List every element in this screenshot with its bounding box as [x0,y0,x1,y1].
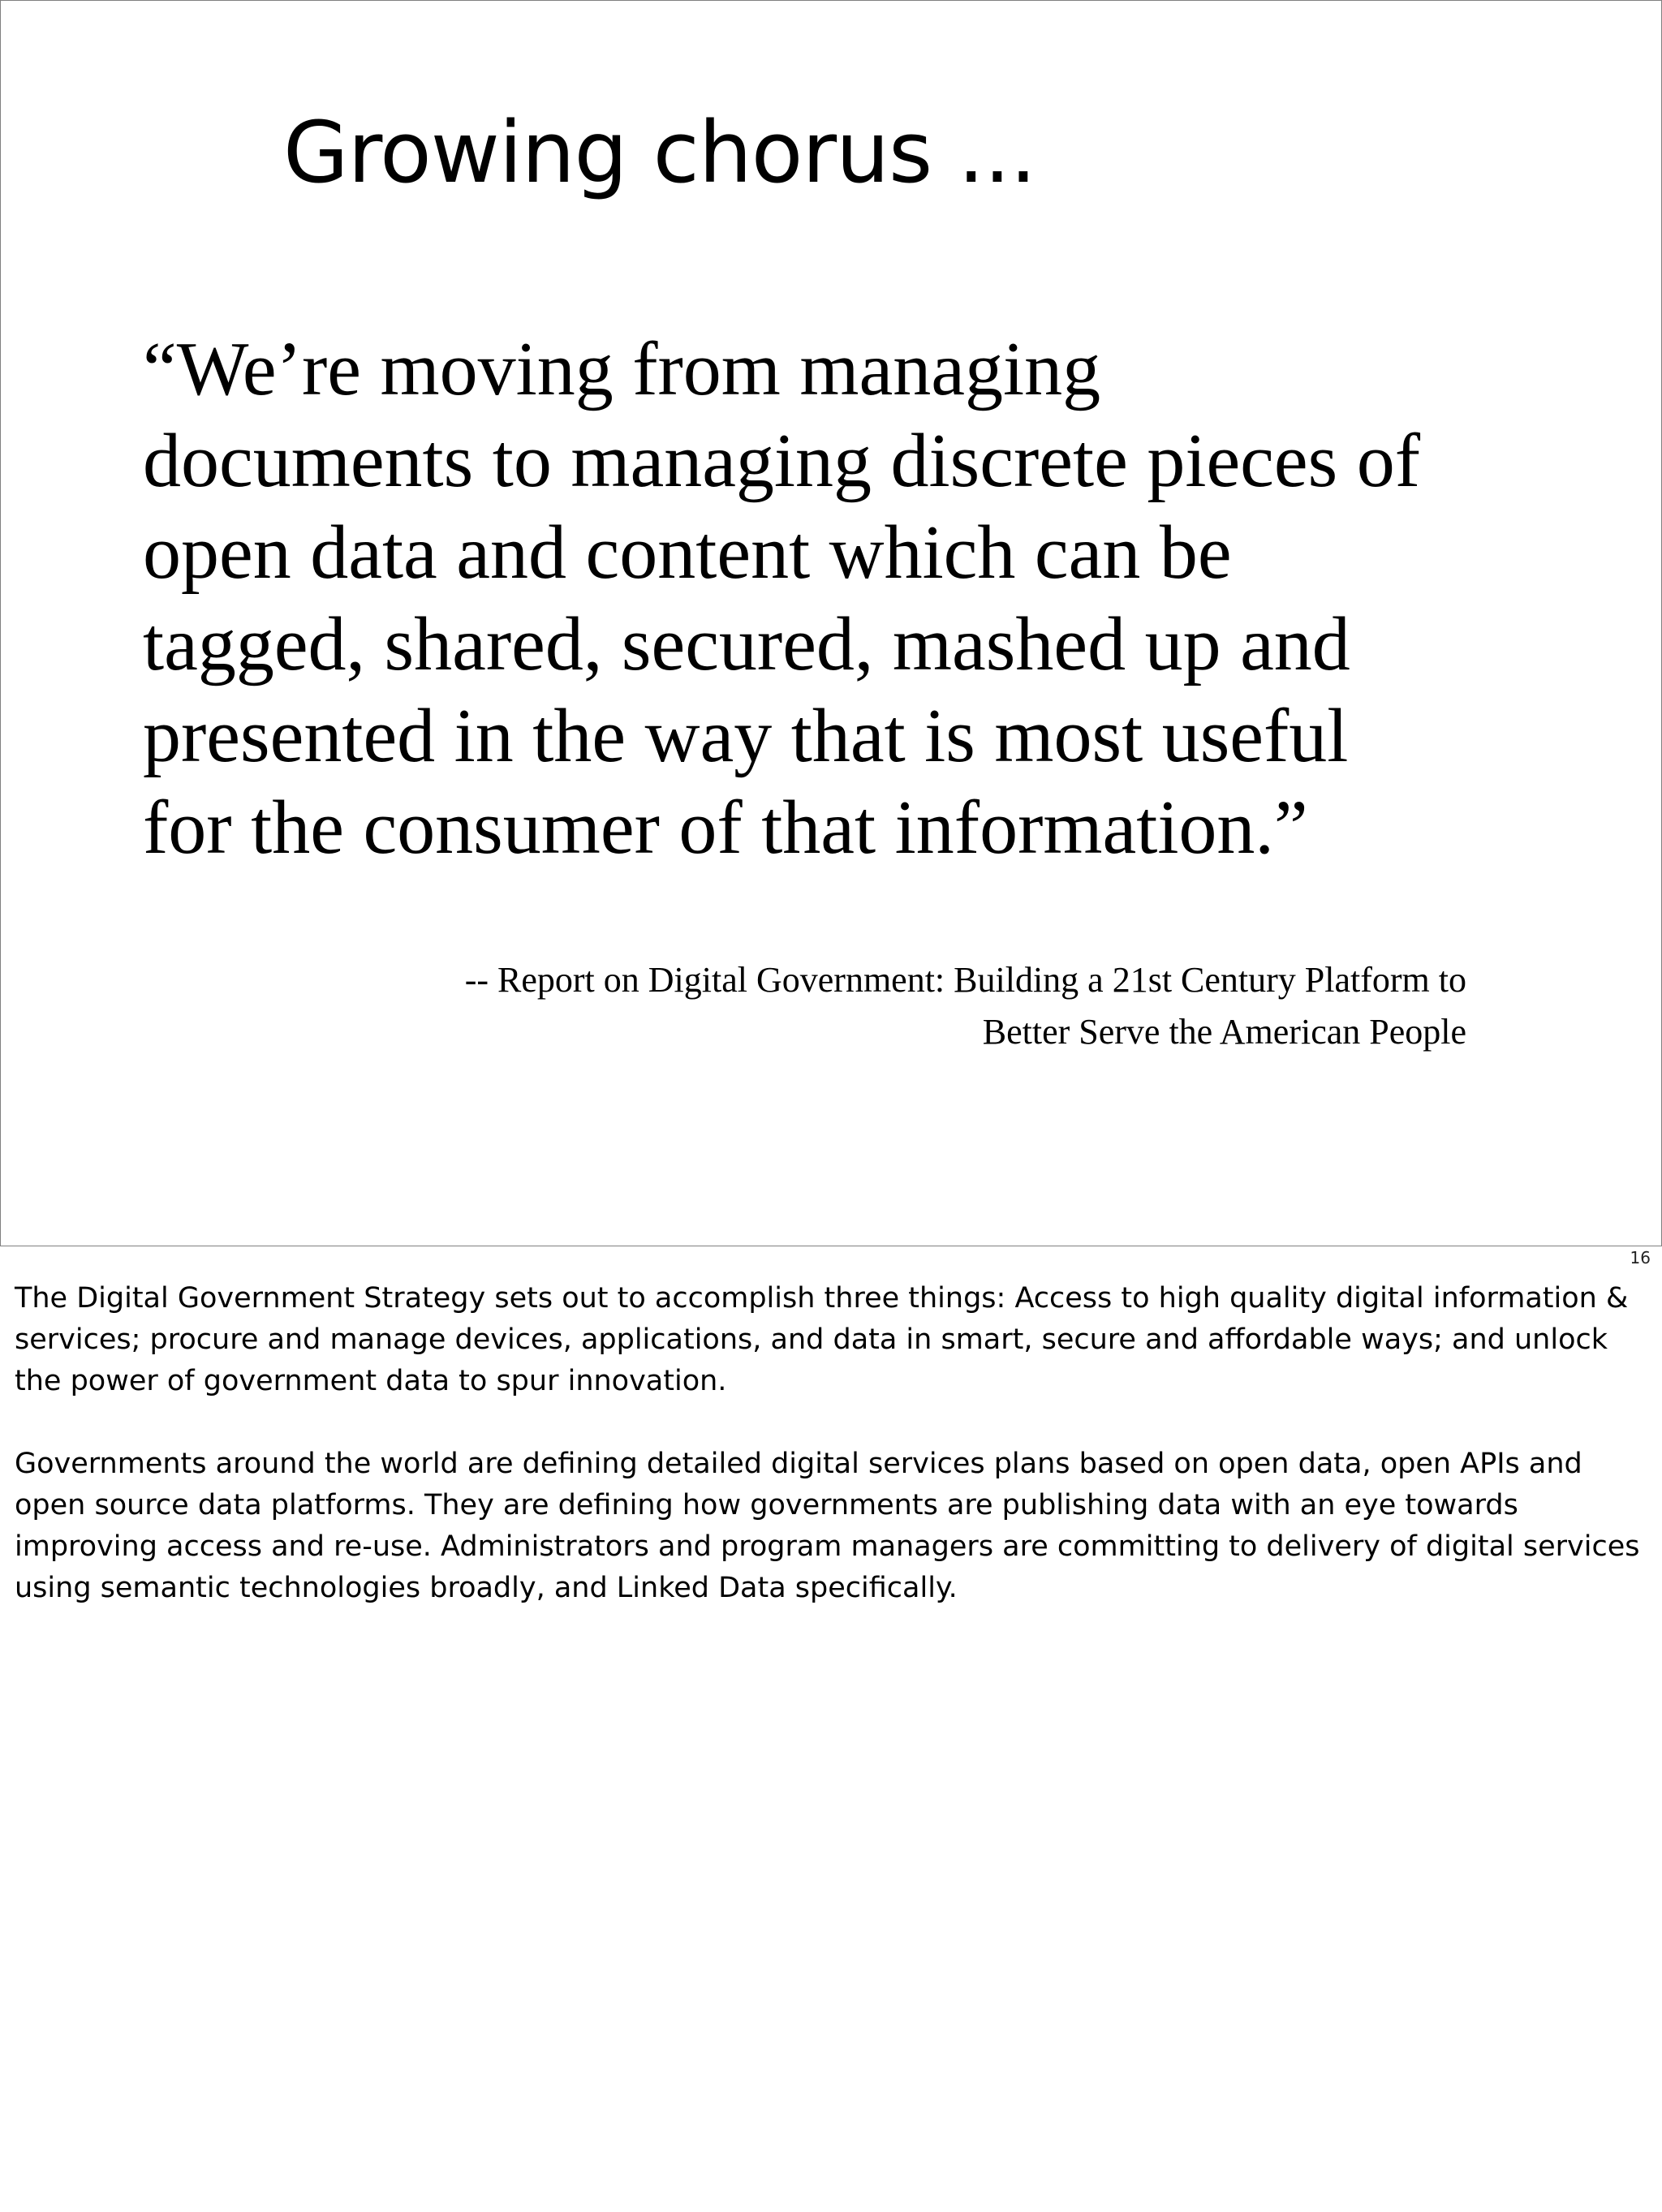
quote-line: documents to managing discrete pieces of [143,419,1420,503]
quote-line: “We’re moving from managing [143,327,1101,411]
quote-line: open data and content which can be [143,510,1232,595]
quote-line: tagged, shared, secured, mashed up and [143,602,1350,686]
quote-attribution [465,954,1466,1058]
notes-paragraph: The Digital Government Strategy sets out to accomplish three things: Access to high quality digital information & services; procure and manage devices, applications, and data in smart, secure and affordable ways; and unlock the power of government data to spur innovation. [15,1282,1629,1397]
notes-paragraph: Governments around the world are defining detailed digital services plans based on open data, open APIs and open source data platforms. They are defining how governments are publishing data with an eye towards improving access and re-use. Administrators and program managers are committing to delivery of digital services using semantic technologies broadly, and Linked Data specifically. [15,1448,1640,1604]
speaker-notes [15,1278,1654,1650]
page-number: 16 [1630,1248,1651,1267]
quote-text [143,324,1644,874]
slide-title: Growing chorus ... [283,103,1036,202]
quote-line: presented in the way that is most useful [143,694,1349,778]
attribution-line: Better Serve the American People [982,1012,1466,1052]
attribution-line: -- Report on Digital Government: Building a 21st Century Platform to [464,960,1466,1000]
quote-line: for the consumer of that information.” [143,785,1308,870]
